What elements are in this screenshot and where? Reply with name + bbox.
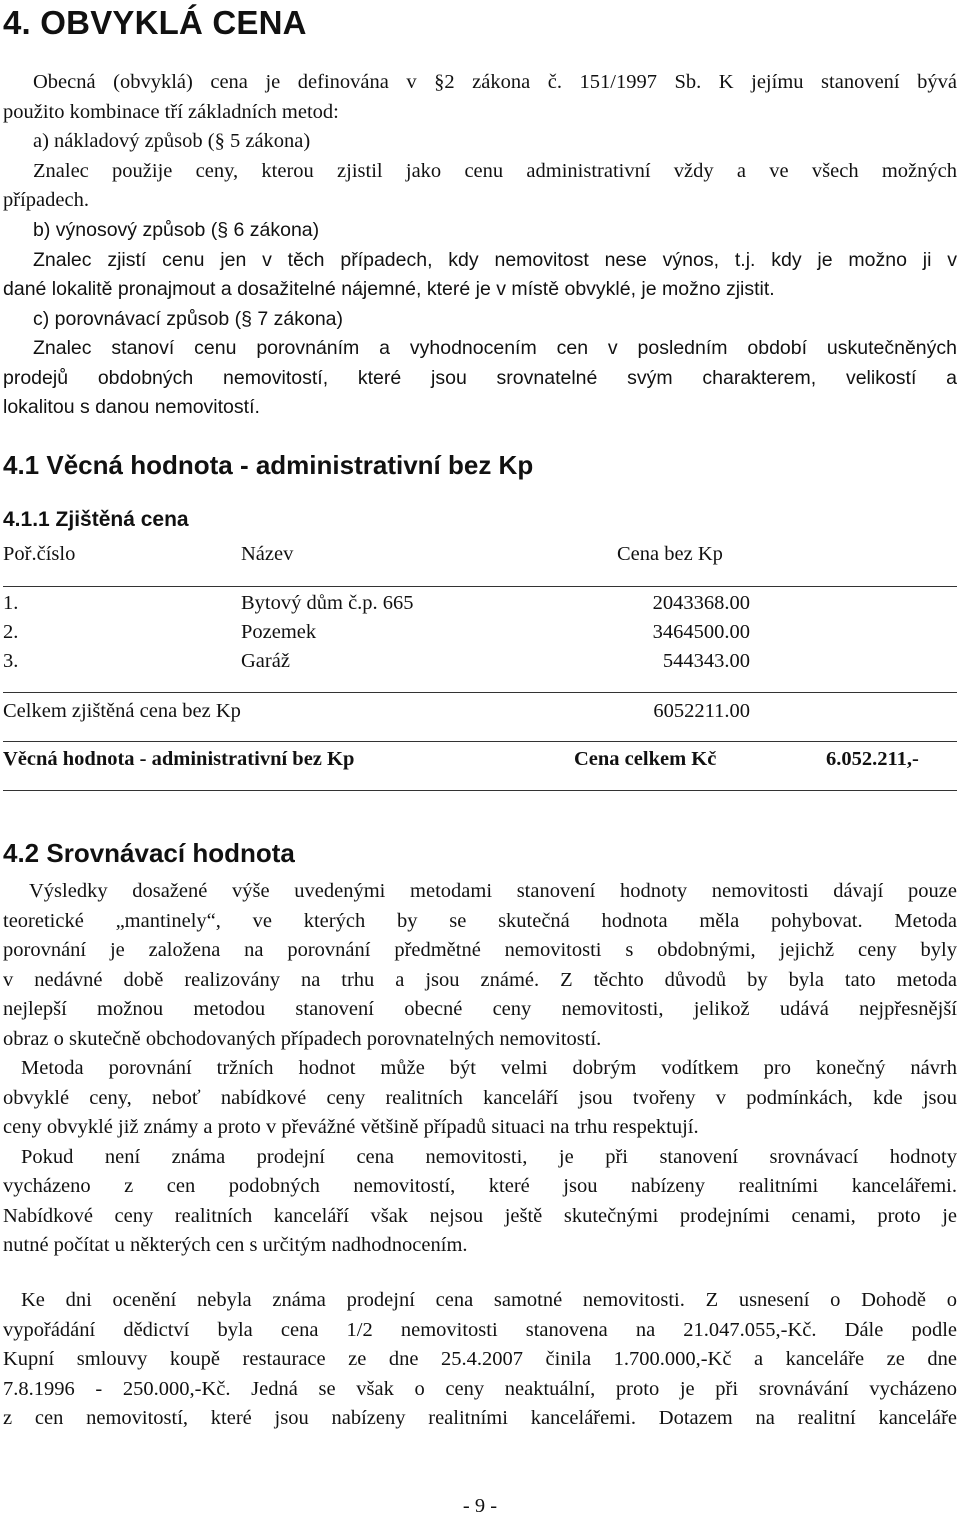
intro-line: Znalec stanoví cenu porovnáním a vyhodnocením cen v posledním období uskutečněných [33, 337, 957, 359]
para-line: teoretické „mantinely“, ve kterých by se skutečná hodnota měla pohybovat. Metoda [3, 909, 957, 932]
table-cell: Bytový dům č.p. 665 [241, 592, 414, 614]
valuation-paragraph [3, 1286, 957, 1434]
table-cell: 2. [3, 621, 19, 643]
table-cell: Garáž [241, 650, 290, 672]
section-heading-4-1-1: 4.1.1 Zjištěná cena [3, 508, 189, 531]
para-line: vypořádání dědictví byla cena 1/2 nemovitosti stanovena na 21.047.055,-Kč. Dále podle [3, 1318, 957, 1341]
summary-mid-label: Cena celkem Kč [574, 748, 717, 770]
intro-line: případech. [3, 189, 89, 211]
intro-line: lokalitou s danou nemovitostí. [3, 396, 260, 418]
para-line: nutné počítat u některých cen s určitým nadhodnocením. [3, 1234, 468, 1256]
intro-line: b) výnosový způsob (§ 6 zákona) [33, 219, 320, 241]
summary-label: Věcná hodnota - administrativní bez Kp [3, 748, 355, 770]
table-divider [3, 586, 957, 587]
page-number: - 9 - [462, 1495, 498, 1517]
para-line: Nabídkové ceny realitních kanceláří však nejsou ještě skutečnými prodejními cenami, proto je [3, 1204, 957, 1227]
section-heading-4-1: 4.1 Věcná hodnota - administrativní bez Kp [3, 450, 534, 480]
para-line: obraz o skutečně obchodovaných případech porovnatelných nemovitostí. [3, 1027, 602, 1050]
table-cell: 1. [3, 592, 19, 614]
table-cell: 3. [3, 650, 19, 672]
page-title: 4. OBVYKLÁ CENA [3, 4, 307, 41]
para-line: Pokud není známa prodejní cena nemovitosti, je při stanovení srovnávací hodnoty [21, 1145, 957, 1168]
total-value: 6052211.00 [653, 700, 750, 722]
intro-line: c) porovnávací způsob (§ 7 zákona) [33, 307, 344, 330]
para-line: 7.8.1996 - 250.000,-Kč. Jedná se však o ceny neaktuální, proto je při srovnávání vycházeno [3, 1377, 957, 1400]
intro-line: a) nákladový způsob (§ 5 zákona) [33, 130, 311, 152]
para-line: vycházeno z cen podobných nemovitostí, které jsou nabízeny realitními kancelářemi. [3, 1175, 957, 1197]
table-header-order: Poř.číslo [3, 543, 76, 565]
para-line: nejlepší možnou metodou stanovení obecné ceny nemovitosti, jelikož udává nejpřesnější [3, 998, 957, 1020]
total-label: Celkem zjištěná cena bez Kp [3, 700, 241, 722]
summary-value: 6.052.211,- [826, 748, 919, 770]
intro-line: prodejů obdobných nemovitostí, které jsou srovnatelné svým charakterem, velikostí a [3, 366, 957, 389]
para-line: Ke dni ocenění nebyla známa prodejní cena samotné nemovitosti. Z usnesení o Dohodě o [21, 1289, 957, 1311]
para-line: Kupní smlouvy koupě restaurace ze dne 25.4.2007 činila 1.700.000,-Kč a kanceláře ze dne [3, 1348, 957, 1370]
table-header-name: Název [241, 543, 294, 565]
intro-line: Obecná (obvyklá) cena je definována v §2 zákona č. 151/1997 Sb. K jejímu stanovení bývá [33, 71, 957, 93]
intro-line: dané lokalitě pronajmout a dosažitelné nájemné, které je v místě obvyklé, je možno zjistit. [3, 278, 775, 300]
para-line: ceny obvyklé již známy a proto v převážné většině případů situaci na trhu respektují. [3, 1116, 699, 1138]
table-divider [3, 741, 957, 742]
para-line: v nedávné době realizovány na trhu a jsou známé. Z těchto důvodů by byla tato metoda [3, 968, 957, 991]
comparison-paragraph [3, 877, 957, 1261]
para-line: obvyklé ceny, neboť nabídkové ceny realitních kanceláří jsou tvořeny v podmínkách, kde jsou [3, 1086, 957, 1109]
para-line: Metoda porovnání tržních hodnot může být velmi dobrým vodítkem pro konečný návrh [21, 1057, 957, 1079]
section-heading-4-2: 4.2 Srovnávací hodnota [3, 838, 295, 868]
intro-line: Znalec zjistí cenu jen v těch případech, kdy nemovitost nese výnos, t.j. kdy je možno ji v [33, 248, 957, 271]
para-line: z cen nemovitostí, které jsou nabízeny realitními kancelářemi. Dotazem na realitní kanceláře [3, 1407, 957, 1429]
para-line: porovnání je založena na porovnání předmětné nemovitosti s obdobnými, jejichž ceny byly [3, 939, 957, 961]
table-cell: 2043368.00 [652, 592, 750, 614]
table-cell: Pozemek [241, 621, 317, 643]
table-divider [3, 790, 957, 791]
table-cell: 544343.00 [662, 650, 750, 672]
intro-paragraph-sans [3, 216, 957, 423]
intro-line: Znalec použije ceny, kterou zjistil jako cenu administrativní vždy a ve všech možných [33, 159, 957, 182]
table-divider [3, 692, 957, 693]
intro-line: použito kombinace tří základních metod: [3, 100, 339, 123]
table-header-price: Cena bez Kp [617, 543, 723, 565]
intro-paragraph [3, 68, 957, 216]
para-line: Výsledky dosažené výše uvedenými metodami stanovení hodnoty nemovitosti dávají pouze [29, 880, 957, 902]
table-cell: 3464500.00 [652, 621, 750, 643]
